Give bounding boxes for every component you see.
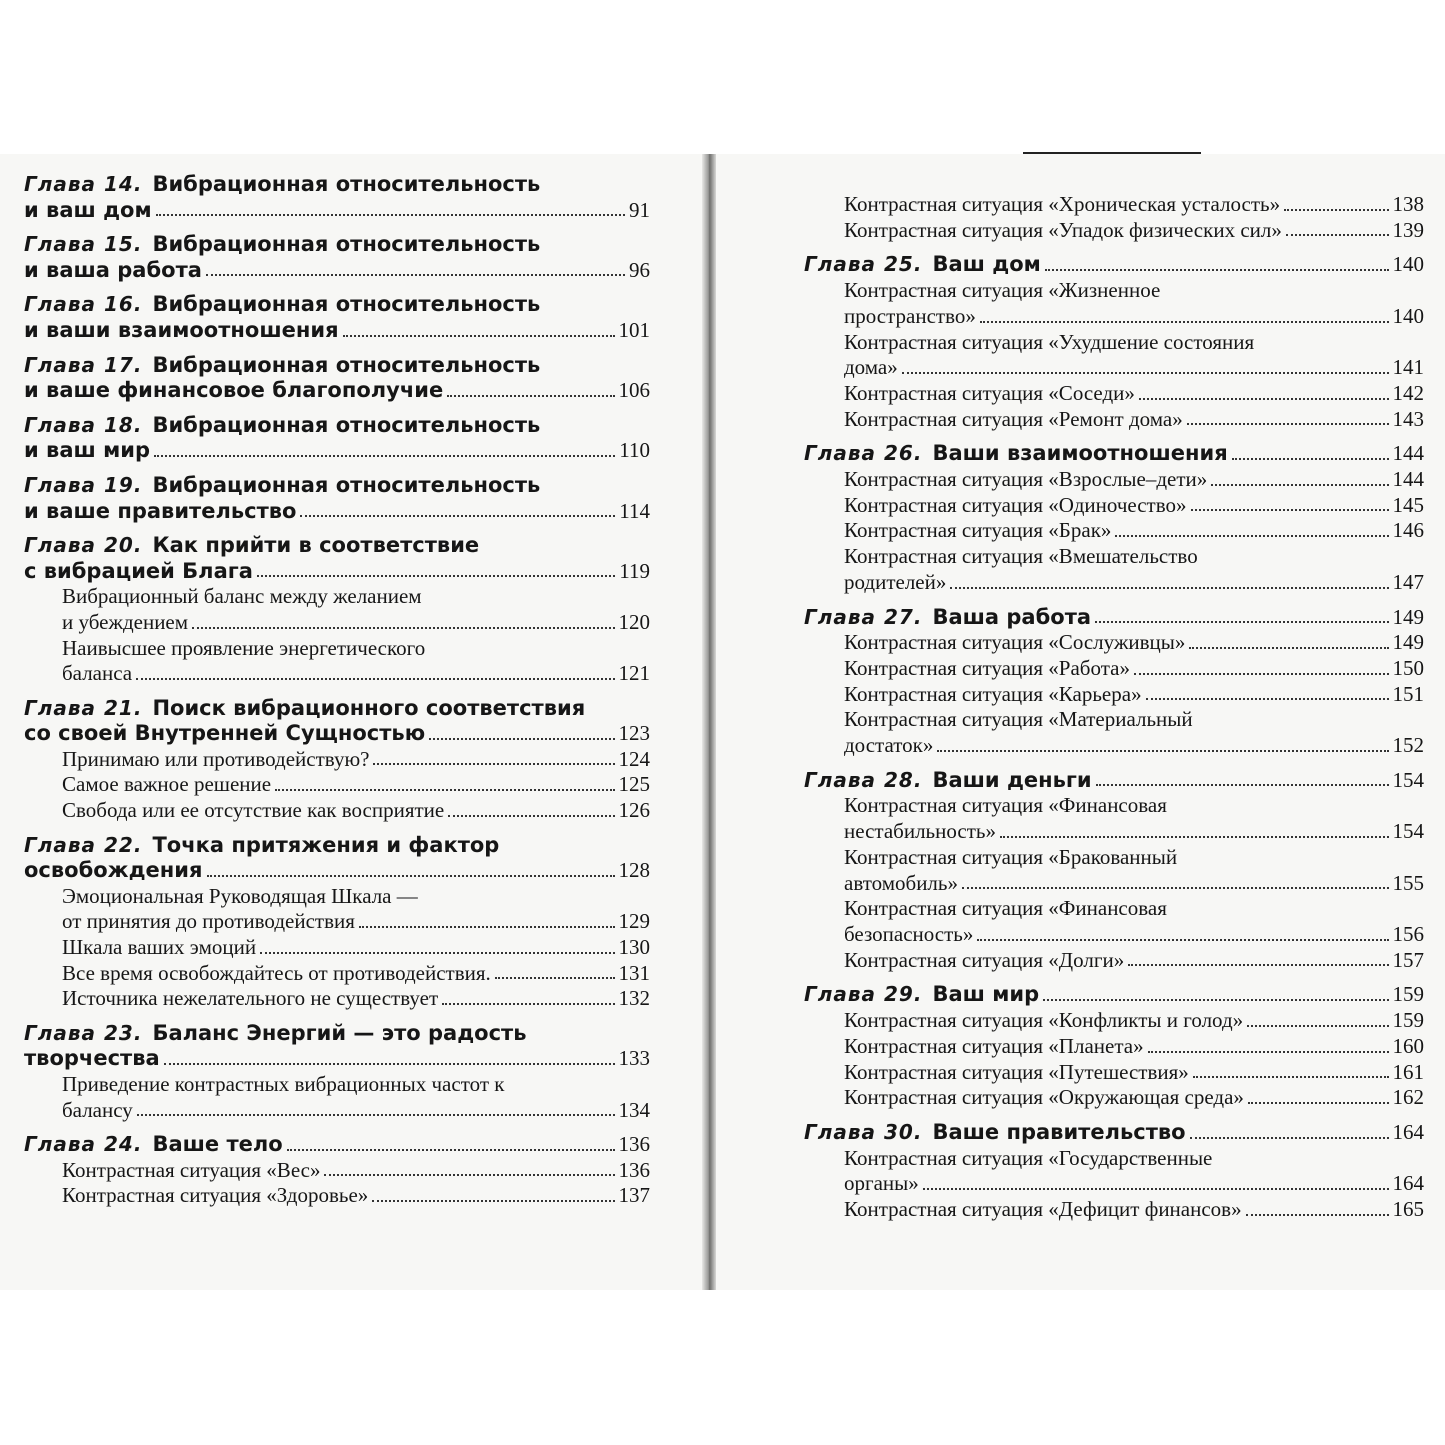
toc-subentry bbox=[24, 798, 650, 824]
toc-subentry bbox=[844, 330, 1424, 381]
subentry-text: безопасность» bbox=[844, 921, 974, 946]
chapter-title: Ваше правительство bbox=[932, 1119, 1186, 1144]
subentry-line: Приведение контрастных вибрационных частот к bbox=[62, 1072, 505, 1096]
chapter-title-continued: и ваш дом bbox=[24, 197, 152, 222]
subentry-line: Контрастная ситуация «Жизненное bbox=[844, 278, 1161, 303]
subentry-line: Контрастная ситуация «Вмешательство bbox=[844, 544, 1198, 569]
subentry-text: Принимаю или противодействую? bbox=[62, 746, 370, 771]
chapter-title: Как прийти в соответствие bbox=[152, 533, 480, 558]
chapter-title: Вибрационная относительность bbox=[152, 232, 541, 257]
leader-dots bbox=[950, 587, 1388, 589]
subentry-text: Контрастная ситуация «Окружающая среда» bbox=[844, 1085, 1244, 1110]
subentry-text: Контрастная ситуация «Одиночество» bbox=[844, 492, 1187, 517]
page-number: 139 bbox=[1392, 217, 1424, 242]
leader-dots bbox=[207, 875, 615, 877]
leader-dots bbox=[1247, 1025, 1388, 1027]
page-number: 134 bbox=[618, 1097, 650, 1122]
subentry-text: дома» bbox=[844, 355, 898, 380]
page-number: 123 bbox=[618, 721, 650, 746]
toc-subentry bbox=[844, 896, 1424, 947]
page-number: 152 bbox=[1392, 733, 1424, 758]
subentry-text: Контрастная ситуация «Дефицит финансов» bbox=[844, 1197, 1242, 1222]
page-number: 159 bbox=[1392, 982, 1424, 1007]
leader-dots bbox=[902, 372, 1389, 374]
page-number: 159 bbox=[1392, 1008, 1424, 1033]
leader-dots bbox=[373, 763, 614, 765]
page-number: 106 bbox=[618, 378, 650, 403]
leader-dots bbox=[429, 738, 614, 740]
chapter-title: Точка притяжения и фактор bbox=[152, 832, 500, 857]
leader-dots bbox=[1189, 647, 1388, 649]
subentry-text: нестабильность» bbox=[844, 819, 996, 844]
chapter-title: Баланс Энергий — это радость bbox=[152, 1020, 527, 1045]
subentry-text: Контрастная ситуация «Брак» bbox=[844, 518, 1112, 543]
page-number: 150 bbox=[1392, 655, 1424, 680]
header-rule bbox=[1023, 152, 1201, 154]
leader-dots bbox=[1128, 964, 1388, 966]
chapter-title: Вибрационная относительность bbox=[152, 472, 541, 497]
page-number: 156 bbox=[1392, 921, 1424, 946]
subentry-text: Контрастная ситуация «Сослуживцы» bbox=[844, 630, 1186, 655]
subentry-text: Контрастная ситуация «Вес» bbox=[62, 1157, 321, 1182]
chapter-label: Глава 17. bbox=[24, 352, 143, 377]
page-number: 138 bbox=[1392, 192, 1424, 216]
chapter-title-continued: и ваше финансовое благополучие bbox=[24, 378, 444, 403]
page-number: 120 bbox=[618, 609, 650, 634]
page-number: 144 bbox=[1392, 467, 1424, 492]
toc-chapter-entry bbox=[804, 768, 1424, 794]
leader-dots bbox=[962, 887, 1389, 889]
chapter-title: Ваш мир bbox=[932, 982, 1040, 1007]
leader-dots bbox=[343, 335, 615, 337]
toc-subentry bbox=[24, 986, 650, 1012]
leader-dots bbox=[1095, 621, 1388, 623]
subentry-text: пространство» bbox=[844, 303, 976, 328]
toc-subentry bbox=[844, 278, 1424, 329]
page-number: 131 bbox=[618, 960, 650, 985]
leader-dots bbox=[1193, 1076, 1389, 1078]
subentry-text: родителей» bbox=[844, 569, 947, 594]
page-number: 141 bbox=[1392, 355, 1424, 380]
toc-left-column bbox=[24, 172, 650, 1209]
leader-dots bbox=[1187, 423, 1389, 425]
subentry-text: Контрастная ситуация «Упадок физических сил» bbox=[844, 217, 1282, 242]
subentry-text: Контрастная ситуация «Карьера» bbox=[844, 681, 1142, 706]
leader-dots bbox=[980, 321, 1389, 323]
page-number: 149 bbox=[1392, 630, 1424, 655]
subentry-line: Наивысшее проявление энергетического bbox=[62, 635, 426, 660]
chapter-title-continued: освобождения bbox=[24, 858, 203, 883]
page-number: 154 bbox=[1392, 767, 1424, 792]
toc-subentry bbox=[844, 630, 1424, 656]
page-number: 136 bbox=[618, 1132, 650, 1157]
subentry-line: Контрастная ситуация «Бракованный bbox=[844, 844, 1178, 869]
toc-chapter-entry bbox=[24, 1132, 650, 1158]
leader-dots bbox=[257, 575, 615, 577]
leader-dots bbox=[359, 926, 615, 928]
toc-subentry bbox=[844, 1085, 1424, 1111]
page-number: 155 bbox=[1392, 870, 1424, 895]
subentry-text: и убеждением bbox=[62, 609, 189, 634]
page-number: 129 bbox=[618, 909, 650, 934]
page-number: 146 bbox=[1392, 518, 1424, 543]
subentry-text: балансу bbox=[62, 1097, 133, 1122]
page-number: 101 bbox=[618, 317, 650, 342]
chapter-title: Ваши взаимоотношения bbox=[932, 441, 1228, 466]
subentry-line: Контрастная ситуация «Ухудшение состояния bbox=[844, 329, 1255, 354]
toc-subentry bbox=[24, 961, 650, 987]
page-number: 151 bbox=[1392, 681, 1424, 706]
leader-dots bbox=[977, 939, 1388, 941]
leader-dots bbox=[324, 1174, 614, 1176]
toc-subentry bbox=[24, 584, 650, 635]
subentry-text: Контрастная ситуация «Планета» bbox=[844, 1033, 1144, 1058]
page-number: 110 bbox=[619, 438, 650, 463]
toc-chapter-entry bbox=[24, 473, 650, 524]
chapter-title: Вибрационная относительность bbox=[152, 352, 541, 377]
toc-subentry bbox=[24, 636, 650, 687]
leader-dots bbox=[1286, 234, 1389, 236]
chapter-title-continued: и ваш мир bbox=[24, 438, 151, 463]
toc-subentry bbox=[844, 544, 1424, 595]
chapter-label: Глава 15. bbox=[24, 232, 143, 257]
toc-subentry bbox=[844, 1034, 1424, 1060]
subentry-text: от принятия до противодействия bbox=[62, 909, 355, 934]
leader-dots bbox=[442, 1003, 614, 1005]
subentry-line: Контрастная ситуация «Материальный bbox=[844, 707, 1193, 732]
page-number: 137 bbox=[618, 1183, 650, 1208]
page-number: 119 bbox=[619, 558, 650, 583]
chapter-label: Глава 24. bbox=[24, 1132, 143, 1157]
page-number: 162 bbox=[1392, 1085, 1424, 1110]
leader-dots bbox=[260, 952, 614, 954]
toc-chapter-entry bbox=[804, 252, 1424, 278]
page-number: 149 bbox=[1392, 604, 1424, 629]
chapter-label: Глава 26. bbox=[804, 441, 923, 466]
subentry-text: баланса bbox=[62, 661, 133, 686]
leader-dots bbox=[300, 515, 615, 517]
page-number: 154 bbox=[1392, 819, 1424, 844]
page-number: 144 bbox=[1392, 441, 1424, 466]
toc-subentry bbox=[24, 1183, 650, 1209]
toc-chapter-entry bbox=[24, 696, 650, 747]
chapter-label: Глава 22. bbox=[24, 832, 143, 857]
toc-subentry bbox=[844, 493, 1424, 519]
leader-dots bbox=[372, 1200, 614, 1202]
toc-subentry bbox=[844, 218, 1424, 244]
subentry-line: Эмоциональная Руководящая Шкала — bbox=[62, 883, 418, 908]
leader-dots bbox=[1190, 1137, 1389, 1139]
toc-subentry bbox=[844, 1146, 1424, 1197]
page-number: 130 bbox=[618, 935, 650, 960]
chapter-title-continued: с вибрацией Блага bbox=[24, 558, 253, 583]
subentry-text: Контрастная ситуация «Здоровье» bbox=[62, 1183, 369, 1208]
leader-dots bbox=[1232, 458, 1389, 460]
toc-chapter-entry bbox=[24, 1021, 650, 1072]
toc-subentry bbox=[24, 747, 650, 773]
page-number: 164 bbox=[1392, 1171, 1424, 1196]
subentry-text: Контрастная ситуация «Путешествия» bbox=[844, 1059, 1189, 1084]
toc-subentry bbox=[844, 793, 1424, 844]
page-number: 121 bbox=[618, 661, 650, 686]
subentry-line: Вибрационный баланс между желанием bbox=[62, 584, 422, 609]
toc-subentry bbox=[844, 1008, 1424, 1034]
chapter-label: Глава 28. bbox=[804, 767, 923, 792]
chapter-label: Глава 25. bbox=[804, 252, 923, 277]
leader-dots bbox=[1148, 1051, 1389, 1053]
toc-chapter-entry bbox=[24, 232, 650, 283]
page-number: 132 bbox=[618, 986, 650, 1011]
chapter-label: Глава 16. bbox=[24, 292, 143, 317]
leader-dots bbox=[192, 627, 614, 629]
subentry-text: Источника нежелательного не существует bbox=[62, 986, 439, 1011]
leader-dots bbox=[137, 1114, 615, 1116]
chapter-title: Вибрационная относительность bbox=[152, 292, 541, 317]
subentry-line: Контрастная ситуация «Государственные bbox=[844, 1145, 1213, 1170]
toc-subentry bbox=[24, 935, 650, 961]
toc-chapter-entry bbox=[804, 605, 1424, 631]
toc-subentry bbox=[844, 467, 1424, 493]
page-number: 164 bbox=[1392, 1119, 1424, 1144]
page-number: 142 bbox=[1392, 380, 1424, 405]
leader-dots bbox=[495, 977, 615, 979]
toc-subentry bbox=[24, 884, 650, 935]
subentry-text: Контрастная ситуация «Хроническая усталость» bbox=[844, 192, 1281, 216]
toc-chapter-entry bbox=[24, 533, 650, 584]
toc-right-column bbox=[804, 192, 1424, 1223]
subentry-text: Самое важное решение bbox=[62, 772, 272, 797]
chapter-label: Глава 20. bbox=[24, 533, 143, 558]
leader-dots bbox=[1139, 398, 1389, 400]
toc-subentry bbox=[844, 1197, 1424, 1223]
subentry-text: Свобода или ее отсутствие как восприятие bbox=[62, 798, 445, 823]
leader-dots bbox=[1115, 535, 1388, 537]
subentry-text: Контрастная ситуация «Долги» bbox=[844, 947, 1125, 972]
subentry-text: органы» bbox=[844, 1171, 919, 1196]
toc-subentry bbox=[844, 948, 1424, 974]
chapter-title: Ваш дом bbox=[932, 252, 1041, 277]
leader-dots bbox=[1000, 836, 1389, 838]
chapter-title: Ваше тело bbox=[152, 1132, 283, 1157]
page-number: 140 bbox=[1392, 252, 1424, 277]
subentry-text: Контрастная ситуация «Работа» bbox=[844, 655, 1130, 680]
toc-chapter-entry bbox=[24, 413, 650, 464]
subentry-line: Контрастная ситуация «Финансовая bbox=[844, 793, 1167, 818]
subentry-text: Контрастная ситуация «Ремонт дома» bbox=[844, 406, 1183, 431]
toc-subentry bbox=[844, 682, 1424, 708]
page-number: 91 bbox=[629, 197, 650, 222]
chapter-title-continued: и ваши взаимоотношения bbox=[24, 317, 339, 342]
chapter-label: Глава 29. bbox=[804, 982, 923, 1007]
toc-subentry bbox=[844, 1060, 1424, 1086]
leader-dots bbox=[1248, 1102, 1389, 1104]
page-number: 126 bbox=[618, 798, 650, 823]
chapter-title: Вибрационная относительность bbox=[152, 412, 541, 437]
leader-dots bbox=[1045, 269, 1389, 271]
page-number: 143 bbox=[1392, 406, 1424, 431]
page-number: 160 bbox=[1392, 1033, 1424, 1058]
toc-chapter-entry bbox=[24, 292, 650, 343]
leader-dots bbox=[287, 1149, 615, 1151]
chapter-title: Вибрационная относительность bbox=[152, 172, 541, 196]
leader-dots bbox=[937, 750, 1388, 752]
book-gutter bbox=[702, 154, 716, 1290]
toc-subentry bbox=[844, 656, 1424, 682]
page-number: 145 bbox=[1392, 492, 1424, 517]
page-number: 161 bbox=[1392, 1059, 1424, 1084]
chapter-label: Глава 19. bbox=[24, 472, 143, 497]
chapter-title: Ваши деньги bbox=[932, 767, 1092, 792]
leader-dots bbox=[448, 815, 614, 817]
page-number: 136 bbox=[618, 1157, 650, 1182]
page-number: 114 bbox=[619, 498, 650, 523]
chapter-label: Глава 30. bbox=[804, 1119, 923, 1144]
leader-dots bbox=[1096, 784, 1389, 786]
subentry-text: достаток» bbox=[844, 733, 934, 758]
subentry-line: Контрастная ситуация «Финансовая bbox=[844, 896, 1167, 921]
subentry-text: автомобиль» bbox=[844, 870, 958, 895]
leader-dots bbox=[206, 274, 625, 276]
subentry-text: Все время освобождайтесь от противодействия. bbox=[62, 960, 491, 985]
leader-dots bbox=[1284, 209, 1388, 211]
chapter-label: Глава 21. bbox=[24, 695, 143, 720]
leader-dots bbox=[136, 678, 614, 680]
page-number: 96 bbox=[629, 257, 650, 282]
chapter-label: Глава 18. bbox=[24, 412, 143, 437]
chapter-title-continued: со своей Внутренней Сущностью bbox=[24, 721, 426, 746]
leader-dots bbox=[1146, 698, 1389, 700]
toc-subentry bbox=[24, 1158, 650, 1184]
page-number: 140 bbox=[1392, 303, 1424, 328]
toc-chapter-entry bbox=[804, 1120, 1424, 1146]
leader-dots bbox=[156, 214, 625, 216]
toc-chapter-entry bbox=[24, 833, 650, 884]
chapter-title: Ваша работа bbox=[932, 604, 1092, 629]
leader-dots bbox=[154, 455, 615, 457]
subentry-text: Контрастная ситуация «Соседи» bbox=[844, 380, 1135, 405]
page-number: 147 bbox=[1392, 569, 1424, 594]
toc-subentry bbox=[844, 192, 1424, 218]
page-number: 157 bbox=[1392, 947, 1424, 972]
toc-subentry bbox=[844, 707, 1424, 758]
chapter-title-continued: и ваше правительство bbox=[24, 498, 297, 523]
toc-subentry bbox=[24, 1072, 650, 1123]
subentry-text: Контрастная ситуация «Взрослые–дети» bbox=[844, 467, 1208, 492]
toc-chapter-entry bbox=[24, 172, 650, 223]
toc-subentry bbox=[844, 381, 1424, 407]
leader-dots bbox=[447, 395, 614, 397]
page-number: 133 bbox=[618, 1046, 650, 1071]
leader-dots bbox=[1191, 509, 1389, 511]
leader-dots bbox=[923, 1188, 1389, 1190]
toc-chapter-entry bbox=[804, 441, 1424, 467]
leader-dots bbox=[1246, 1214, 1389, 1216]
toc-subentry bbox=[844, 518, 1424, 544]
chapter-title-continued: творчества bbox=[24, 1046, 160, 1071]
leader-dots bbox=[1043, 999, 1388, 1001]
page-number: 124 bbox=[618, 746, 650, 771]
leader-dots bbox=[275, 789, 614, 791]
subentry-text: Контрастная ситуация «Конфликты и голод» bbox=[844, 1008, 1244, 1033]
leader-dots bbox=[1134, 673, 1389, 675]
toc-subentry bbox=[844, 407, 1424, 433]
chapter-title-continued: и ваша работа bbox=[24, 257, 202, 282]
chapter-label: Глава 27. bbox=[804, 604, 923, 629]
chapter-title: Поиск вибрационного соответствия bbox=[152, 695, 586, 720]
leader-dots bbox=[164, 1063, 615, 1065]
chapter-label: Глава 23. bbox=[24, 1020, 143, 1045]
page-number: 125 bbox=[618, 772, 650, 797]
toc-subentry bbox=[24, 772, 650, 798]
page-number: 165 bbox=[1392, 1197, 1424, 1222]
chapter-label: Глава 14. bbox=[24, 172, 143, 196]
page-number: 128 bbox=[618, 858, 650, 883]
leader-dots bbox=[1211, 484, 1388, 486]
toc-chapter-entry bbox=[24, 353, 650, 404]
subentry-text: Шкала ваших эмоций bbox=[62, 935, 257, 960]
toc-subentry bbox=[844, 845, 1424, 896]
toc-chapter-entry bbox=[804, 982, 1424, 1008]
